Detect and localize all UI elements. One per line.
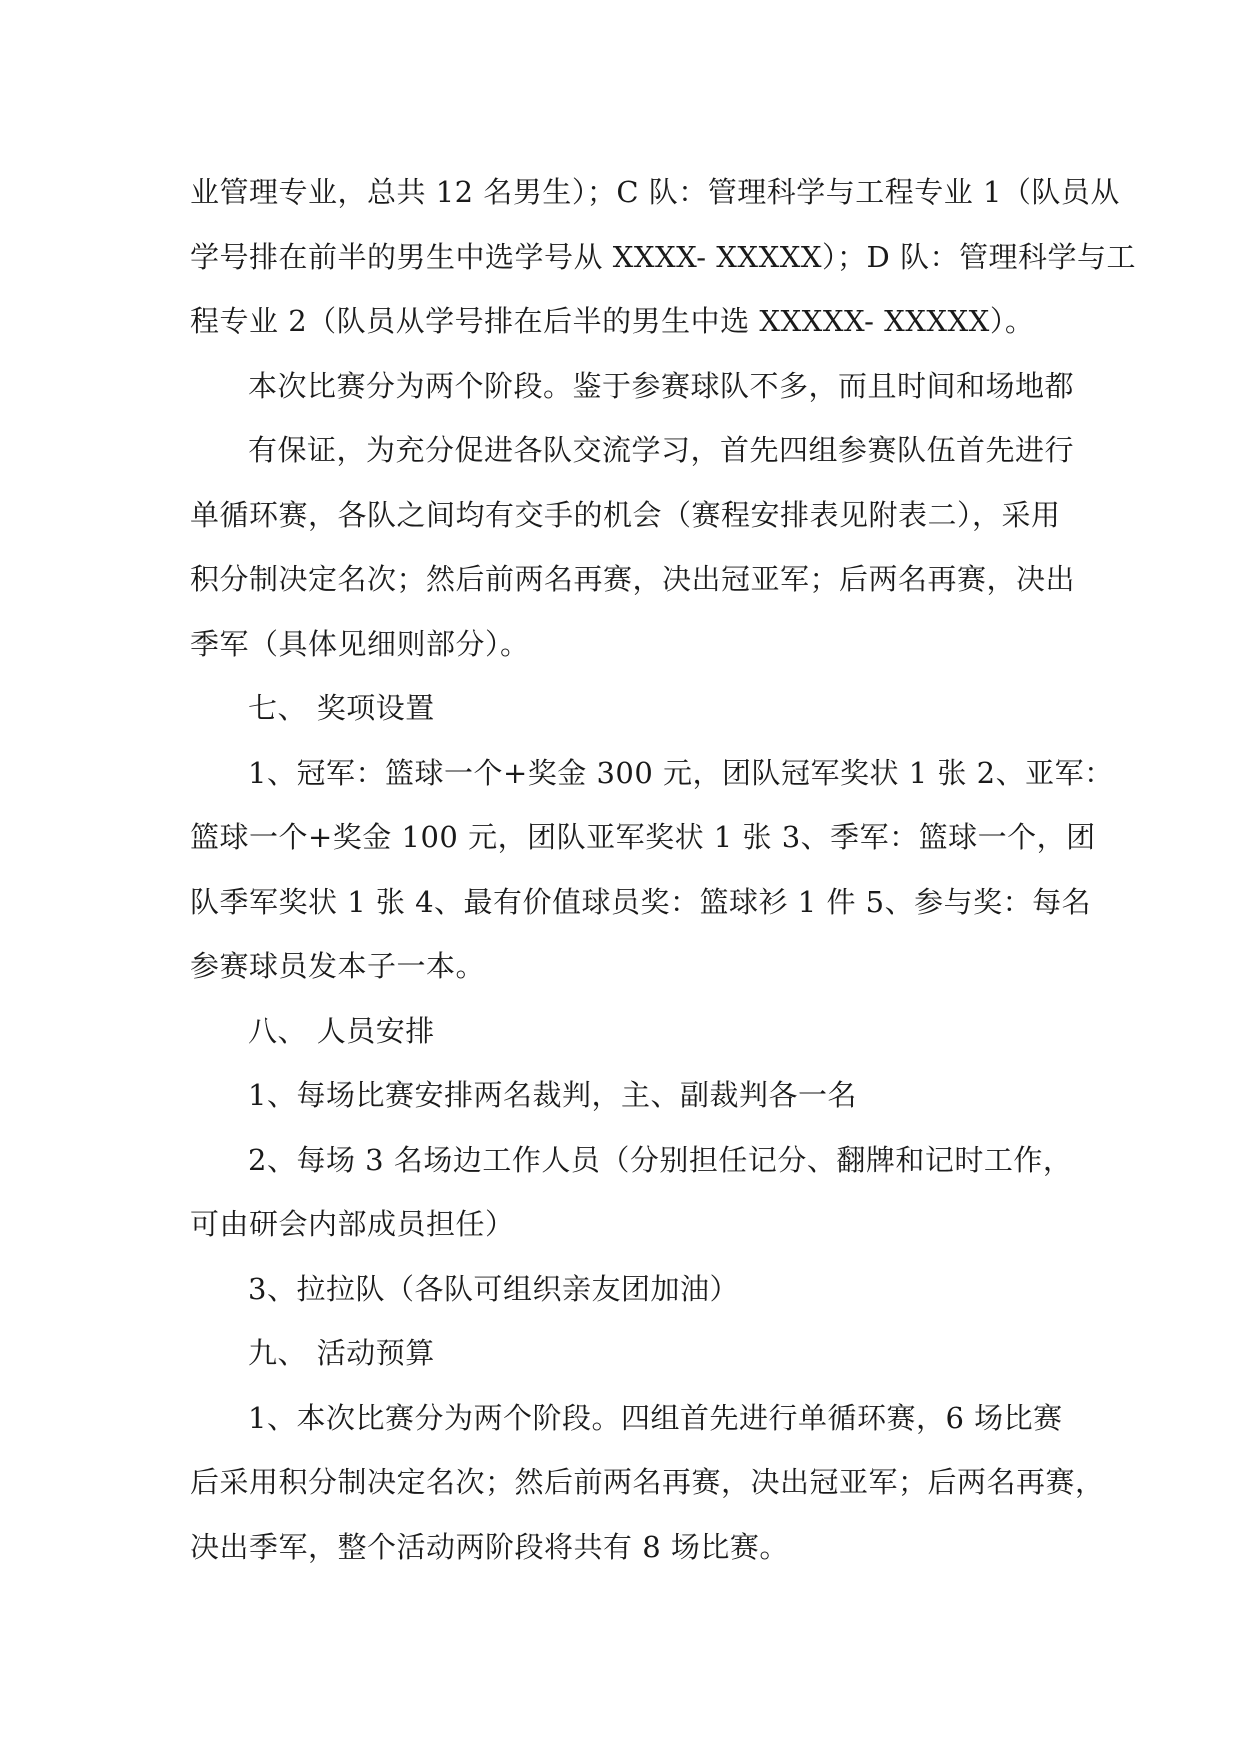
paragraph-start-line: 1、本次比赛分为两个阶段。四组首先进行单循环赛，6 场比赛 [248, 1400, 1063, 1435]
text-line: 程专业 2（队员从学号排在后半的男生中选 XXXXX- XXXXX）。 [190, 304, 1035, 338]
text-line: 季军（具体见细则部分）。 [190, 626, 530, 661]
section-heading-budget: 九、 活动预算 [248, 1336, 435, 1370]
text-line: 篮球一个+奖金 100 元，团队亚军奖状 1 张 3、季军：篮球一个，团 [190, 820, 1096, 854]
paragraph-start-line: 1、冠军：篮球一个+奖金 300 元，团队冠军奖状 1 张 2、亚军： [248, 755, 1114, 790]
section-heading-awards: 七、 奖项设置 [248, 691, 435, 725]
text-line: 决出季军，整个活动两阶段将共有 8 场比赛。 [190, 1529, 789, 1564]
section-heading-staffing: 八、 人员安排 [248, 1013, 435, 1048]
paragraph-start-line: 本次比赛分为两个阶段。鉴于参赛球队不多，而且时间和场地都 [248, 368, 1075, 403]
paragraph-start-line: 3、拉拉队（各队可组织亲友团加油） [248, 1271, 739, 1306]
text-line: 后采用积分制决定名次；然后前两名再赛，决出冠亚军；后两名再赛， [190, 1465, 1105, 1499]
text-line: 业管理专业，总共 12 名男生）；C 队：管理科学与工程专业 1（队员从 [190, 175, 1120, 209]
text-line: 可由研会内部成员担任） [190, 1207, 515, 1241]
text-line: 队季军奖状 1 张 4、最有价值球员奖：篮球衫 1 件 5、参与奖：每名 [190, 884, 1092, 919]
text-line: 单循环赛，各队之间均有交手的机会（赛程安排表见附表二），采用 [190, 497, 1061, 532]
text-line: 积分制决定名次；然后前两名再赛，决出冠亚军；后两名再赛，决出 [190, 562, 1076, 596]
text-line: 学号排在前半的男生中选学号从 XXXX- XXXXX）；D 队：管理科学与工 [190, 239, 1136, 274]
text-line: 参赛球员发本子一本。 [190, 949, 486, 983]
paragraph-start-line: 2、每场 3 名场边工作人员（分别担任记分、翻牌和记时工作， [248, 1142, 1073, 1177]
text-line: 有保证，为充分促进各队交流学习，首先四组参赛队伍首先进行 [248, 433, 1075, 467]
paragraph-start-line: 1、每场比赛安排两名裁判，主、副裁判各一名 [248, 1078, 857, 1112]
document-body [190, 160, 1136, 1579]
